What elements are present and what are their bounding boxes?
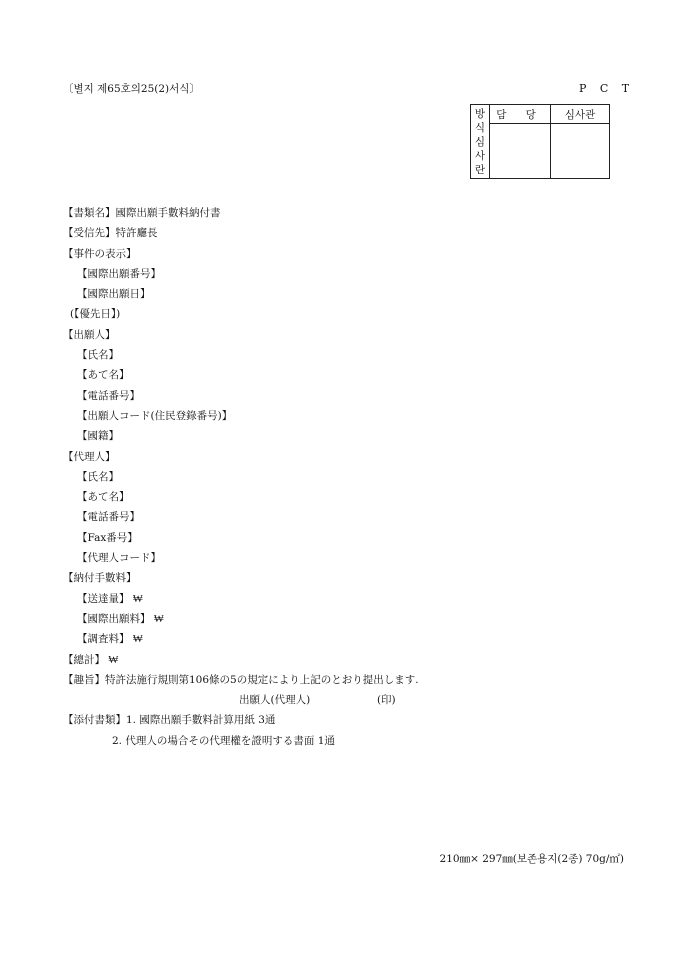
approval-side-char: 란 [474, 163, 486, 176]
form-body [63, 206, 419, 754]
form-line: 【あて名】 [77, 491, 130, 504]
form-line: 【電話番号】 [77, 511, 140, 524]
approval-header-manager: 담 당 [490, 105, 551, 124]
form-line: 【國際出願番号】 [77, 267, 161, 280]
pct-label: P C T [579, 82, 635, 95]
form-line: 【納付手數料】 [63, 572, 137, 585]
form-line: 【氏名】 [77, 470, 119, 483]
form-line: (【優先日】) [70, 308, 121, 321]
form-line: 出願人(代理人) (印) [239, 694, 396, 707]
form-line: 【氏名】 [77, 349, 119, 362]
form-line: 【國籍】 [77, 430, 119, 443]
form-line: 【添付書類】1. 國際出願手數料計算用紙 3通 [63, 714, 276, 727]
paper-spec: 210㎜× 297㎜(보존용지(2종) 70g/㎡) [439, 853, 624, 865]
form-line: 【書類名】國際出願手數料納付書 [63, 207, 221, 219]
approval-box [470, 104, 610, 179]
form-line: 【國際出願日】 [77, 288, 151, 301]
approval-side-char: 식 [474, 121, 486, 134]
form-line: 【あて名】 [77, 369, 130, 382]
form-line: 【趣旨】特許法施行規則第106條の5の規定により上記のとおり提出します. [63, 673, 419, 686]
form-line: 【送達量】 ₩ [77, 592, 143, 605]
form-line: 【事件の表示】 [63, 247, 137, 260]
form-line: 【電話番号】 [77, 389, 140, 402]
approval-side-label [471, 105, 490, 179]
approval-cell-manager [490, 124, 551, 179]
approval-side-char: 방 [474, 107, 486, 120]
approval-cell-examiner [551, 124, 610, 179]
form-line: 【出願人コード(住民登錄番号)】 [77, 409, 233, 422]
approval-side-char: 사 [474, 149, 486, 162]
form-line: 【調査料】 ₩ [77, 633, 143, 646]
form-line: 【代理人】 [63, 450, 116, 463]
approval-header-examiner: 심사관 [551, 105, 610, 124]
form-line: 【出願人】 [63, 328, 116, 341]
form-line: 【受信先】特許廳長 [63, 227, 158, 240]
form-number: 〔별지 제65호의25(2)서식〕 [63, 83, 200, 95]
form-line: 【總計】 ₩ [63, 653, 119, 666]
form-line: 【Fax番号】 [77, 531, 138, 544]
form-line: 【代理人コード】 [77, 552, 161, 565]
form-line: 2. 代理人の場合その代理權を證明する書面 1通 [112, 734, 335, 747]
form-line: 【國際出願料】 ₩ [77, 612, 164, 625]
approval-side-char: 심 [474, 135, 486, 148]
